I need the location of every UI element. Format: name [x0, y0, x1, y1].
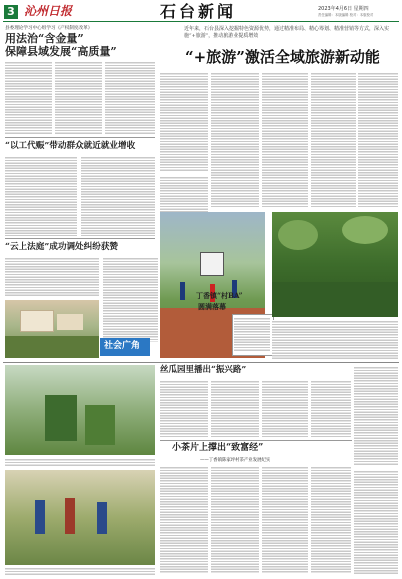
page-number-badge: 3	[4, 5, 18, 19]
lead-intro-text: 近年来，石台县深入挖掘特色资源优势，通过精准布局、精心筹划、精准营销等方式，深入实施“+旅游”，推动旅游业提质增效	[184, 26, 390, 39]
article-6-text-col2	[211, 380, 259, 438]
article-6-text-col3	[262, 380, 308, 438]
photo-story-title: 丁香镇“村BA”	[196, 291, 243, 300]
article-1-text-col1	[5, 61, 52, 134]
lead-text-col1	[160, 72, 208, 172]
article-3-title: “云上法庭”成功调处纠纷获赞	[5, 242, 119, 252]
article-6-text-col4	[311, 380, 351, 438]
article-7-subtitle: ——丁香镇陈家坪村茶产业发展纪实	[200, 458, 271, 463]
section-divider-2	[160, 440, 352, 441]
greenhouse-photo	[5, 365, 155, 455]
issue-date: 2023年4月6日 星期四	[318, 6, 369, 12]
sidebar-label: 社会广角	[104, 341, 141, 351]
article-1-text-col3	[105, 61, 155, 134]
right-col-text-3	[354, 470, 398, 574]
photo-story-subtitle: 圆满落幕	[198, 302, 226, 311]
workers-photo	[5, 470, 155, 565]
lead-text-col4	[311, 72, 356, 208]
photo-caption-text	[234, 317, 270, 351]
article-3-text-col1	[5, 257, 99, 297]
masthead-rule	[3, 21, 399, 22]
right-col-text-2	[354, 366, 398, 466]
lead-text-col5	[358, 72, 398, 208]
lead-title: “+旅游”激活全域旅游新动能	[185, 48, 380, 66]
article-1-title: 用法治“含金量”	[5, 32, 84, 45]
divider	[5, 137, 155, 138]
article-7-text-col1	[160, 466, 208, 574]
lead-text-col2	[211, 72, 259, 208]
article-6-title: 丝瓜园里播出“振兴路”	[160, 365, 247, 375]
article-7-title: 小茶片上撑出“致富经”	[172, 443, 264, 453]
article-7-text-col2	[211, 466, 259, 574]
article-7-text-col4	[311, 466, 351, 574]
article-1-text-col2	[55, 61, 102, 134]
left-caption	[5, 458, 155, 466]
section-divider	[3, 362, 399, 363]
edition-info: 责任编辑：本版编辑 校对：本版校对	[318, 13, 374, 17]
article-7-text-col3	[262, 466, 308, 574]
left-bottom-caption	[5, 567, 155, 575]
article-2-text-col1	[5, 156, 77, 236]
article-2-title: “以工代赈”带动群众就近就业增收	[5, 141, 136, 151]
lead-text-col3	[262, 72, 308, 208]
article-1-kicker: 县委理论学习中心组学习《产权制度改革》	[5, 26, 93, 31]
article-6-text-col1	[160, 380, 208, 438]
village-photo	[5, 300, 99, 358]
newspaper-logo: 沁州日报	[24, 4, 73, 18]
tea-garden-photo	[272, 212, 398, 317]
article-3-text-col2	[103, 257, 158, 342]
section-title: 石台新闻	[160, 2, 237, 21]
article-2-text-col2	[81, 156, 155, 236]
right-col-text-1	[272, 320, 398, 360]
divider	[5, 238, 155, 239]
article-1-subtitle: 保障县域发展“高质量”	[5, 45, 117, 58]
